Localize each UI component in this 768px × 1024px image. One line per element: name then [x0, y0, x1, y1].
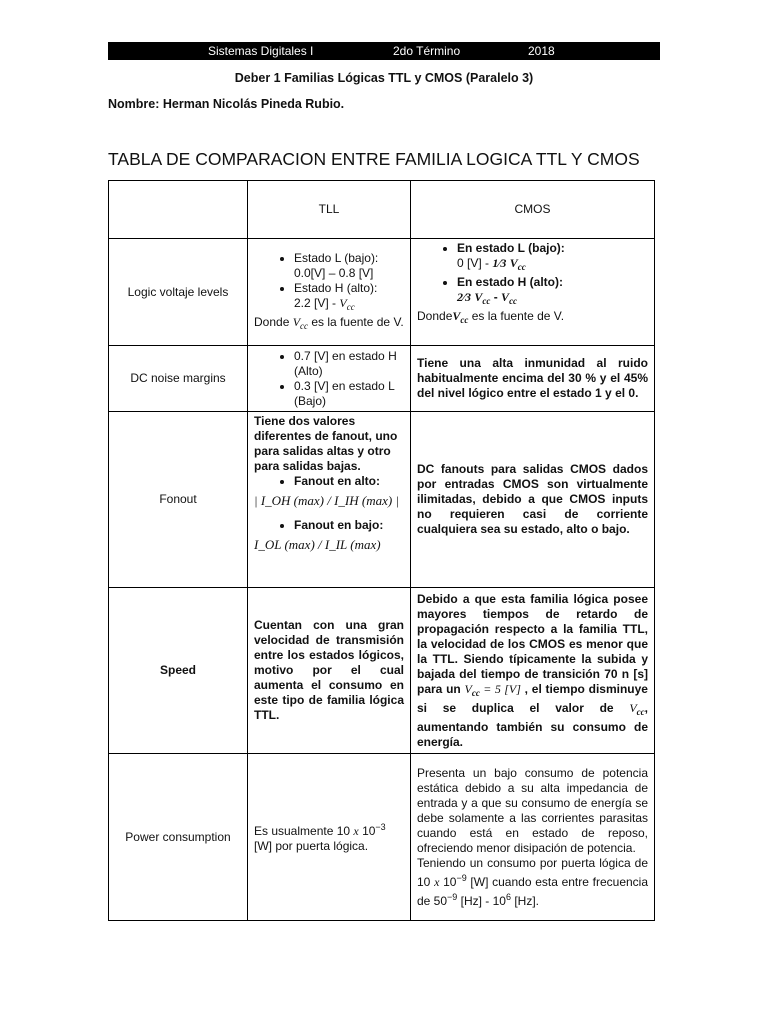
cmos-speed-text-a: Debido a que esta familia lógica posee mayores tiempos de retardo de propagación respecto a la familia TTL, la velocidad de los CMOS es menor que la TTL. Siendo típicamente la subida y bajada del tiempo de transición 70 n [s] para un: [417, 591, 648, 696]
vcc-subscript: cc: [636, 706, 645, 717]
vcc-symbol: V: [629, 700, 637, 715]
header-course: Sistemas Digitales I: [208, 44, 314, 58]
cmos-frequency-exponent: −9: [447, 891, 458, 902]
row-label-fanout: Fonout: [109, 412, 248, 588]
vcc-subscript: cc: [517, 262, 526, 272]
cmos-power-cell: [411, 754, 655, 921]
cmos-high-label: En estado H (alto):: [457, 275, 564, 289]
row-power-consumption: [109, 754, 655, 921]
cmos-power-text-d: [Hz] - 10: [457, 893, 506, 908]
header-term: 2do Término: [393, 44, 461, 58]
row-fanout: [109, 412, 655, 588]
vcc-subscript: cc: [482, 296, 491, 306]
row-label-power: Power consumption: [109, 754, 248, 921]
ttl-high-state: [294, 281, 404, 315]
cmos-fanout-cell: DC fanouts para salidas CMOS dados por entradas CMOS son virtualmente ilimitadas, debido a que CMOS inputs no requieren casi de corriente cualquiera sea su estado, alto o bajo.: [411, 412, 655, 588]
ttl-noise-cell: [248, 346, 411, 412]
ttl-fanout-cell: [248, 412, 411, 588]
fraction-one-third: 1⁄3: [492, 256, 507, 270]
ttl-power-cell: [248, 754, 411, 921]
vcc-symbol: V: [464, 681, 472, 696]
vcc-symbol: V: [501, 290, 510, 304]
assignment-title: Deber 1 Familias Lógicas TTL y CMOS (Paralelo 3): [234, 71, 534, 85]
student-name: Nombre: Herman Nicolás Pineda Rubio.: [108, 97, 345, 111]
vcc-subscript: cc: [346, 301, 355, 312]
cmos-note-end: es la fuente de V.: [468, 309, 565, 323]
cmos-power-text-b: 10: [439, 874, 457, 889]
times-symbol: x: [353, 824, 359, 838]
ttl-fanout-high-formula: | I_OH (max) / I_IH (max) |: [254, 493, 400, 508]
cmos-power-paragraph-2: [417, 856, 648, 909]
ttl-noise-high: • 0.7 [V] en estado H (Alto): [294, 349, 404, 379]
empty-header-cell: [109, 181, 248, 239]
cmos-power-text-a: Teniendo un consumo por puerta lógica de 10: [417, 855, 648, 889]
fraction-two-thirds: 2⁄3: [457, 290, 472, 304]
ttl-high-value: 2.2 [V] -: [294, 295, 340, 310]
ttl-note-start: Donde: [254, 314, 293, 329]
ttl-high-label: Estado H (alto):: [294, 280, 378, 295]
row-noise-margins: [109, 346, 655, 412]
vcc-symbol: V: [474, 290, 483, 304]
ttl-voltage-cell: [248, 239, 411, 346]
ttl-power-exponent: −3: [375, 822, 386, 832]
cmos-low-value: 0 [V] -: [457, 256, 493, 270]
row-label-speed: Speed: [109, 588, 248, 754]
times-symbol: x: [434, 874, 440, 889]
cmos-power-text-c: [W] cuando esta entre frecuencia de 50: [417, 874, 649, 908]
cmos-voltage-cell: [411, 239, 655, 346]
ttl-fanout-intro: Tiene dos valores diferentes de fanout, uno para salidas altas y otro para salidas bajas.: [254, 414, 398, 473]
dash: -: [490, 290, 502, 304]
table-title: TABLA DE COMPARACION ENTRE FAMILIA LOGICA TTL Y CMOS: [108, 149, 640, 169]
row-label-voltage: Logic voltaje levels: [109, 239, 248, 346]
row-label-noise: DC noise margins: [109, 346, 248, 412]
ttl-power-text-b: 10: [358, 824, 376, 838]
cmos-high-state: [457, 275, 648, 309]
vcc-subscript: cc: [509, 296, 518, 306]
ttl-power-text-a: Es usualmente 10: [254, 824, 354, 838]
ttl-note-end: es la fuente de V.: [308, 314, 404, 329]
cmos-noise-cell: Tiene una alta inmunidad al ruido habitualmente encima del 30 % y el 45% del nivel lógico entre el estado 1 y el 0.: [411, 346, 655, 412]
comparison-table: [108, 180, 655, 921]
ttl-low-value: 0.0[V] – 0.8 [V]: [294, 265, 374, 280]
vcc-equation: = 5 [V]: [479, 681, 521, 696]
table-header-row: [109, 181, 655, 239]
ttl-noise-low: • 0.3 [V] en estado L (Bajo): [294, 379, 404, 409]
vcc-subscript: cc: [300, 320, 309, 331]
ttl-low-state: [294, 251, 404, 281]
vcc-subscript: cc: [471, 687, 480, 698]
header-year: 2018: [528, 44, 555, 58]
vcc-symbol: V: [509, 256, 518, 270]
ttl-column-header: TLL: [248, 181, 411, 239]
cmos-speed-text-c: , aumentando también su consumo de energía.: [417, 700, 648, 749]
ttl-power-text-c: [W] por puerta lógica.: [254, 839, 369, 853]
vcc-symbol: V: [292, 314, 301, 329]
ttl-low-label: Estado L (bajo):: [294, 250, 379, 265]
vcc-subscript: cc: [460, 315, 469, 325]
ttl-fanout-low-formula: I_OL (max) / I_IL (max): [254, 537, 381, 552]
cmos-column-header: CMOS: [411, 181, 655, 239]
cmos-power-text-e: [Hz].: [511, 893, 540, 908]
vcc-symbol: V: [339, 295, 347, 310]
cmos-frequency-exponent-6: 6: [505, 891, 511, 902]
cmos-note-start: Donde: [417, 309, 453, 323]
row-speed: [109, 588, 655, 754]
cmos-speed-cell: [411, 588, 655, 754]
cmos-power-paragraph-1: Presenta un bajo consumo de potencia estática debido a su alta impedancia de entrada y a que su consumo de energía se debe solamente a las corrientes parasitas cuando está en estado de reposo, ofreciendo menor disipación de potencia.: [417, 765, 648, 855]
ttl-fanout-low-label: • Fanout en bajo:: [294, 518, 404, 533]
header-bar: [108, 42, 660, 60]
cmos-low-state: [457, 241, 648, 275]
row-voltage-levels: [109, 239, 655, 346]
ttl-speed-cell: Cuentan con una gran velocidad de transmisión entre los estados lógicos, motivo por el cual aumenta el consumo en este tipo de familia lógica TTL.: [248, 588, 411, 754]
cmos-low-label: En estado L (bajo):: [457, 241, 565, 255]
vcc-symbol: V: [452, 309, 461, 323]
ttl-fanout-high-label: • Fanout en alto:: [294, 474, 404, 489]
cmos-power-exponent: −9: [456, 872, 467, 883]
cmos-speed-text-b: , el tiempo disminuye si se duplica el valor de: [417, 681, 648, 715]
